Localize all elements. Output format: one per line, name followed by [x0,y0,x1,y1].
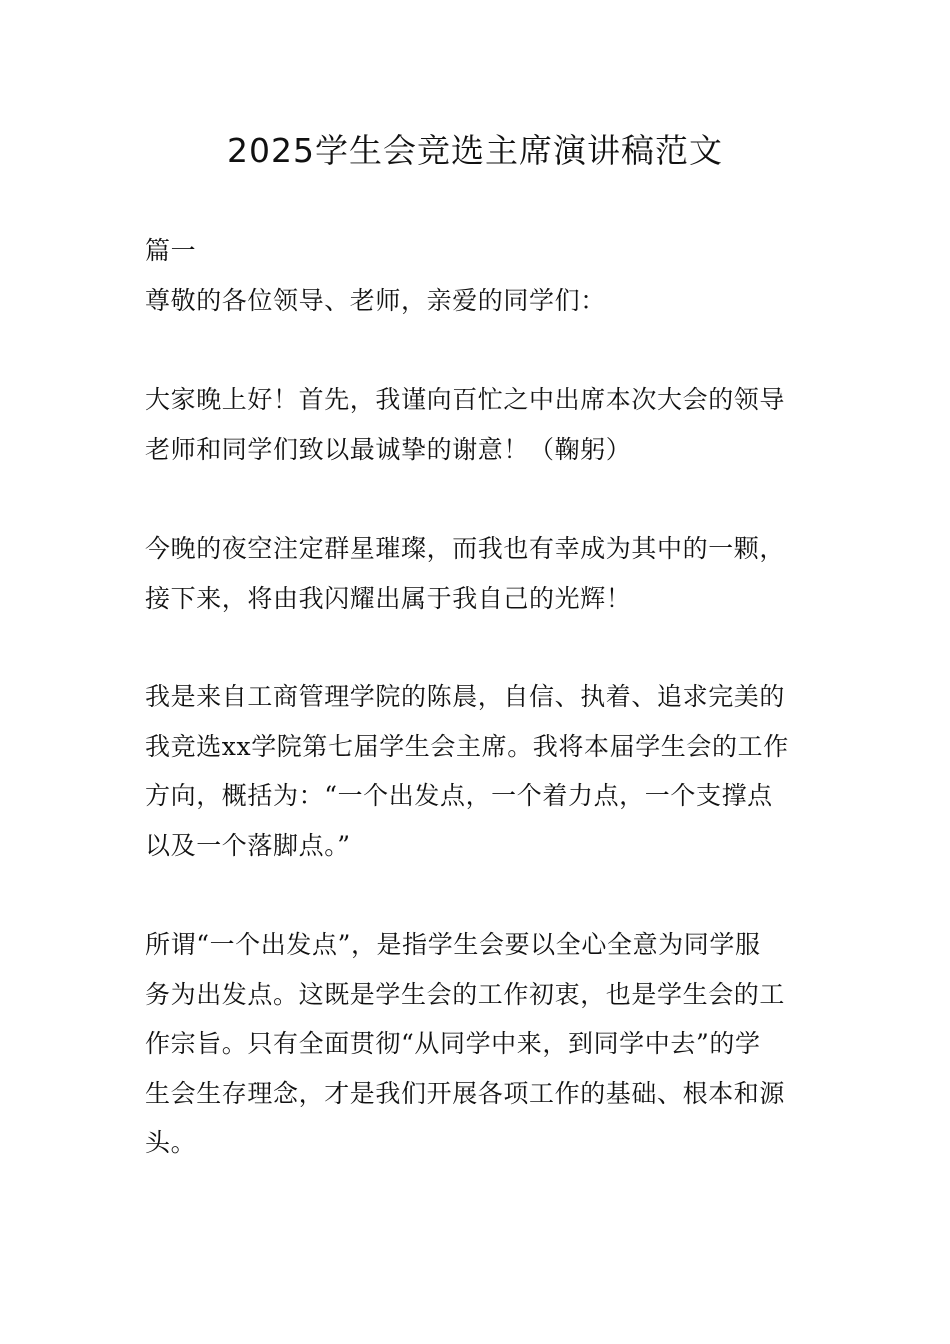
paragraph-line: 今晚的夜空注定群星璀璨，而我也有幸成为其中的一颗， [145,534,786,563]
paragraph-line: 老师和同学们致以最诚挚的谢意！（鞠躬） [145,434,632,464]
paragraph-line: 头。 [145,1128,197,1157]
paragraph-line: 大家晚上好！首先，我谨向百忙之中出席本次大会的领导 [145,385,786,414]
paragraph-line: 接下来，将由我闪耀出属于我自己的光辉！ [145,583,632,613]
paragraph-3 [145,672,810,870]
paragraph-4 [145,920,810,1168]
paragraph-line: 务为出发点。这既是学生会的工作初衷，也是学生会的工 [145,979,786,1009]
salutation: 尊敬的各位领导、老师，亲爱的同学们： [145,286,606,315]
paragraph-2 [145,524,810,623]
paragraph-line: 作宗旨。只有全面贯彻“从同学中来，到同学中去”的学 [145,1029,761,1058]
paragraph-line: 生会生存理念，才是我们开展各项工作的基础、根本和源 [145,1078,786,1108]
document-title: 2025学生会竞选主席演讲稿范文 [227,131,723,170]
paragraph-line: 以及一个落脚点。” [145,830,351,860]
paragraph-line: 方向，概括为：“一个出发点，一个着力点，一个支撑点 [145,781,773,810]
paragraph-line: 我是来自工商管理学院的陈晨，自信、执着、追求完美的 [145,682,786,711]
paragraph-1 [145,375,810,474]
paragraph-line: 所谓“一个出发点”，是指学生会要以全心全意为同学服 [145,930,761,959]
paragraph-line: 我竞选xx学院第七届学生会主席。我将本届学生会的工作 [145,731,789,761]
section-label: 篇一 [145,236,197,265]
